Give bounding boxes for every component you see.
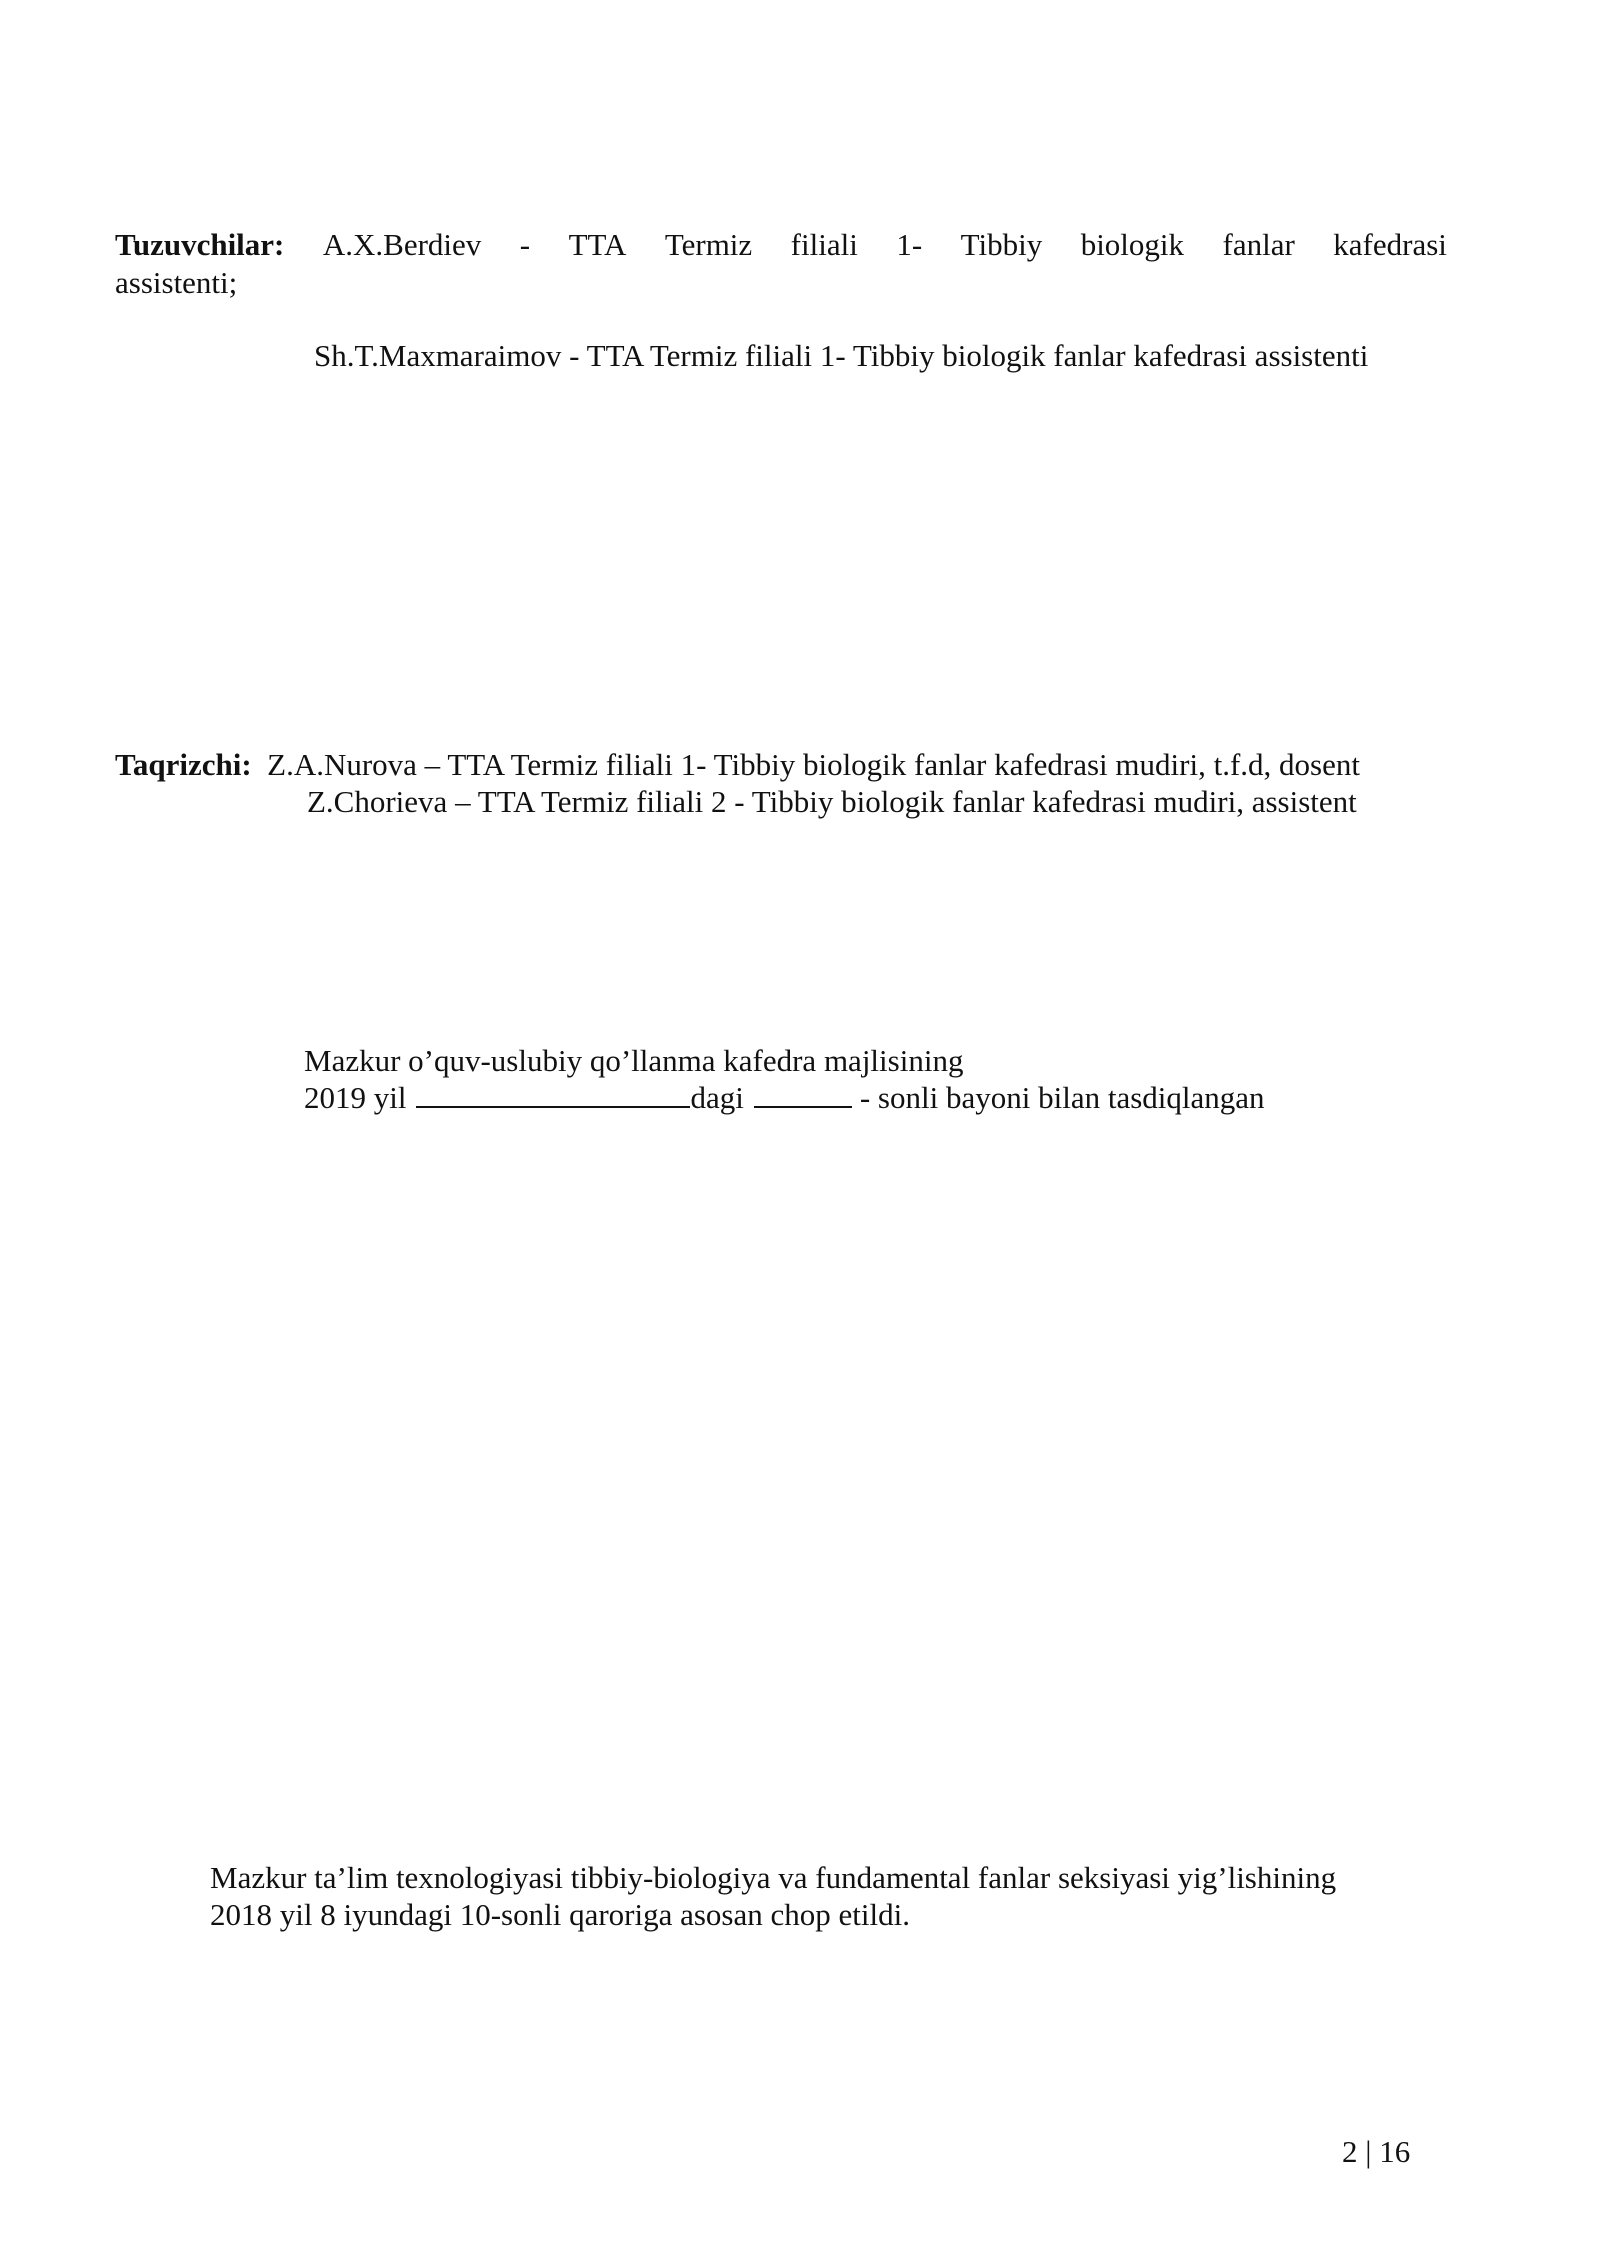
reviewers-label: Taqrizchi: [115, 747, 252, 782]
authors-word: biologik [1080, 227, 1185, 262]
authors-word: - [519, 227, 531, 262]
approval-number-suffix: - sonli bayoni bilan tasdiqlangan [859, 1080, 1265, 1115]
authors-word: kafedrasi [1333, 227, 1447, 262]
publication-line-1: Mazkur ta’lim texnologiyasi tibbiy-biologiya va fundamental fanlar seksiyasi yig’lishining [210, 1860, 1337, 1895]
reviewers-line-1 [115, 746, 1360, 784]
date-blank [416, 1079, 690, 1108]
authors-line-1 [115, 226, 1447, 264]
approval-line-1: Mazkur o’quv-uslubiy qo’llanma kafedra majlisining [304, 1043, 964, 1078]
approval-date-suffix: dagi [690, 1080, 744, 1115]
authors-word: Termiz [664, 227, 753, 262]
approval-line-2 [304, 1079, 1265, 1117]
authors-word: filiali [790, 227, 858, 262]
page-number: 2 | 16 [1342, 2134, 1411, 2169]
number-blank [754, 1079, 852, 1108]
publication-line-2: 2018 yil 8 iyundagi 10-sonli qaroriga asosan chop etildi. [210, 1897, 910, 1932]
approval-year: 2019 yil [304, 1080, 407, 1115]
authors-word: TTA [568, 227, 627, 262]
authors-word: fanlar [1222, 227, 1295, 262]
authors-word: A.X.Berdiev [322, 227, 482, 262]
authors-word: Tibbiy [960, 227, 1043, 262]
reviewer-1: Z.A.Nurova – TTA Termiz filiali 1- Tibbiy biologik fanlar kafedrasi mudiri, t.f.d, dosent [267, 747, 1360, 782]
reviewer-2: Z.Chorieva – TTA Termiz filiali 2 - Tibbiy biologik fanlar kafedrasi mudiri, assistent [307, 784, 1357, 819]
authors-line-2: assistenti; [115, 265, 238, 300]
authors-label: Tuzuvchilar: [115, 227, 285, 262]
authors-line-3: Sh.T.Maxmaraimov - TTA Termiz filiali 1- Tibbiy biologik fanlar kafedrasi assistenti [314, 338, 1369, 373]
authors-word: 1- [896, 227, 923, 262]
